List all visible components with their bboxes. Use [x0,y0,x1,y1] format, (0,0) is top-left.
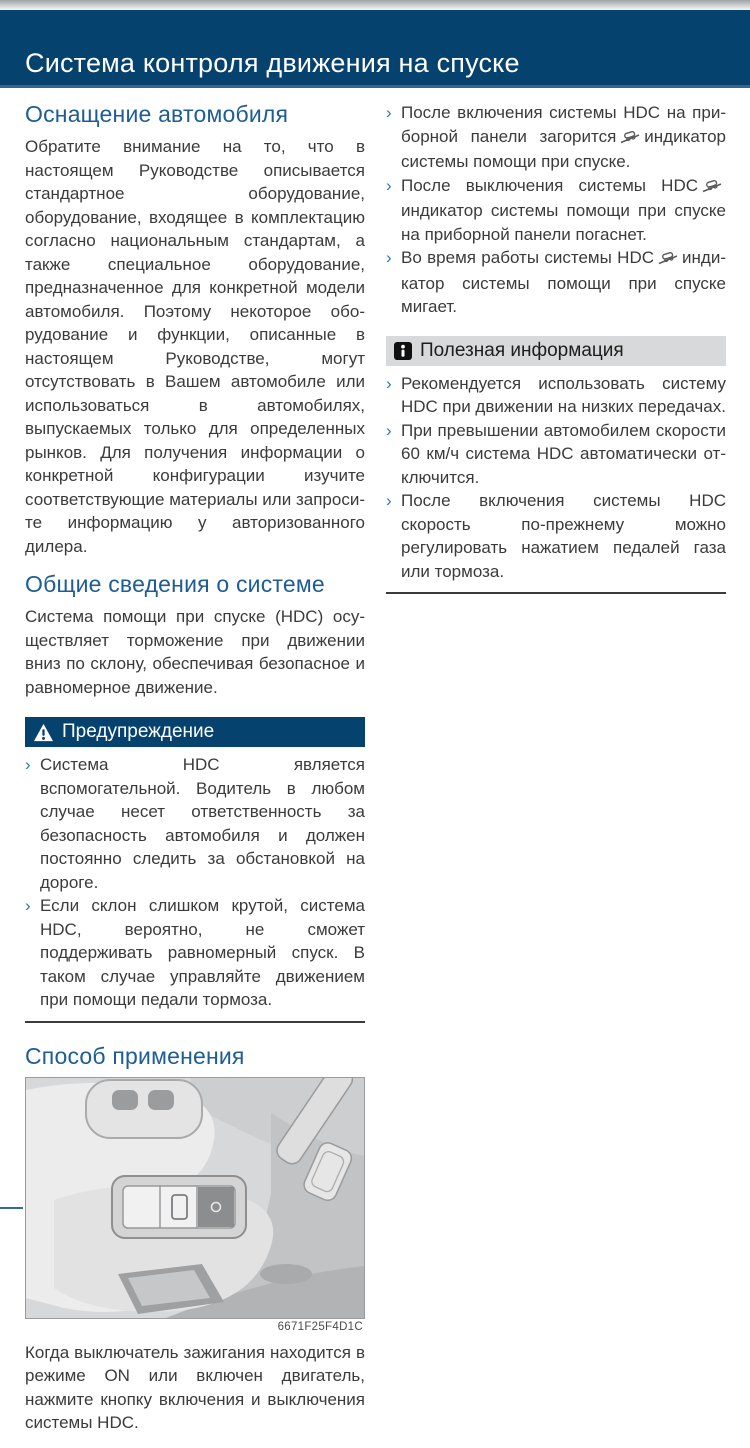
page-header [0,10,750,88]
right-column [386,101,726,1448]
chevron-bullet-icon: › [25,896,31,915]
top-gradient-strip [0,0,750,10]
chevron-bullet-icon: › [25,755,31,774]
heading-usage: Способ применения [25,1042,245,1069]
chevron-bullet-icon: › [386,175,392,195]
info-box [386,336,726,595]
chevron-bullet-icon: › [386,491,392,510]
heading-overview: Общие сведения о системе [25,571,325,597]
info-header [386,336,726,366]
hdc-bullet: › После выключения системы HDCиндикатор системы помощи при спуске на приборной панели погаснет. [386,174,726,247]
warning-triangle-icon [33,723,54,742]
info-item: › При превышении автомобилем скорости 60 км/ч система HDC автоматически отключится. [386,419,726,490]
heading-equipment: Оснащение автомобиля [25,101,289,127]
equipment-paragraph: Обратите внимание на то, что в настоящем Руководстве описывается стандартное оборудование, оборудование, входящее в комплектацию согласно национальным стандартам, а также специальное оборудование, предназначенное для конкретной модели автомобиля. Поэтому некоторое оборудование и функции, описанные в настоящем Руководстве, могут отсутствовать в Вашем автомобиле или использоваться в автомобилях, выпускаемых только для определенных рынков. Для получения информации о конкретной конфигурации изучите соответствующие материалы или запросите информацию у авторизованного дилера. [25,137,365,556]
chevron-bullet-icon: › [386,248,392,267]
info-title: Полезная информация [420,339,624,361]
warning-item: › Система HDC является вспомогательной. Водитель в любом случае несет ответственность за безопасность автомобиля и должен постоянно следить за обстановкой на дороге. [25,753,365,894]
overview-paragraph: Система помощи при спуске (HDC) осуществляет торможение при движении вниз по склону, обеспечивая безопасное и равномерное движение. [25,607,365,697]
figure-code: 6671F25F4D1C [277,1320,363,1333]
page-title: Система контроля движения на спуске [25,48,520,78]
hdc-indicator-icon [702,176,722,200]
interior-illustration [25,1077,365,1319]
hdc-indicator-icon [620,127,640,151]
warning-title: Предупреждение [62,721,215,742]
chevron-bullet-icon: › [386,420,392,440]
info-icon [394,342,412,360]
hdc-bullet: › Во время работы системы HDC индикатор системы помощи при спуске мигает. [386,246,726,319]
info-body [386,372,726,595]
chevron-bullet-icon: › [386,103,392,122]
content-columns [0,88,750,1448]
warning-box [25,717,365,1023]
chevron-bullet-icon: › [386,373,392,393]
interior-illustration-graphic [26,1078,364,1318]
footer-rule-tick [0,1207,23,1209]
hdc-indicator-icon [658,248,678,272]
usage-caption: Когда выключатель зажигания находится в режиме ON или включен двигатель, нажмите кнопку включения и выключения системы HDC. [25,1342,365,1432]
info-item: › Рекомендуется использовать систему HDC при движении на низких передачах. [386,372,726,419]
info-item: › После включения системы HDC скорость по-прежнему можно регулировать нажатием педалей газа или тормоза. [386,489,726,583]
warning-item: › Если склон слишком крутой, система HDC, вероятно, не сможет поддерживать равномерный спуск. В таком случае управляйте движением при помощи педали тормоза. [25,894,365,1012]
left-column [25,101,365,1448]
warning-header [25,717,365,747]
hdc-bullet: › После включения системы HDC на приборной панели загорится индикатор системы помощи при спуске. [386,101,726,174]
warning-body [25,753,365,1023]
